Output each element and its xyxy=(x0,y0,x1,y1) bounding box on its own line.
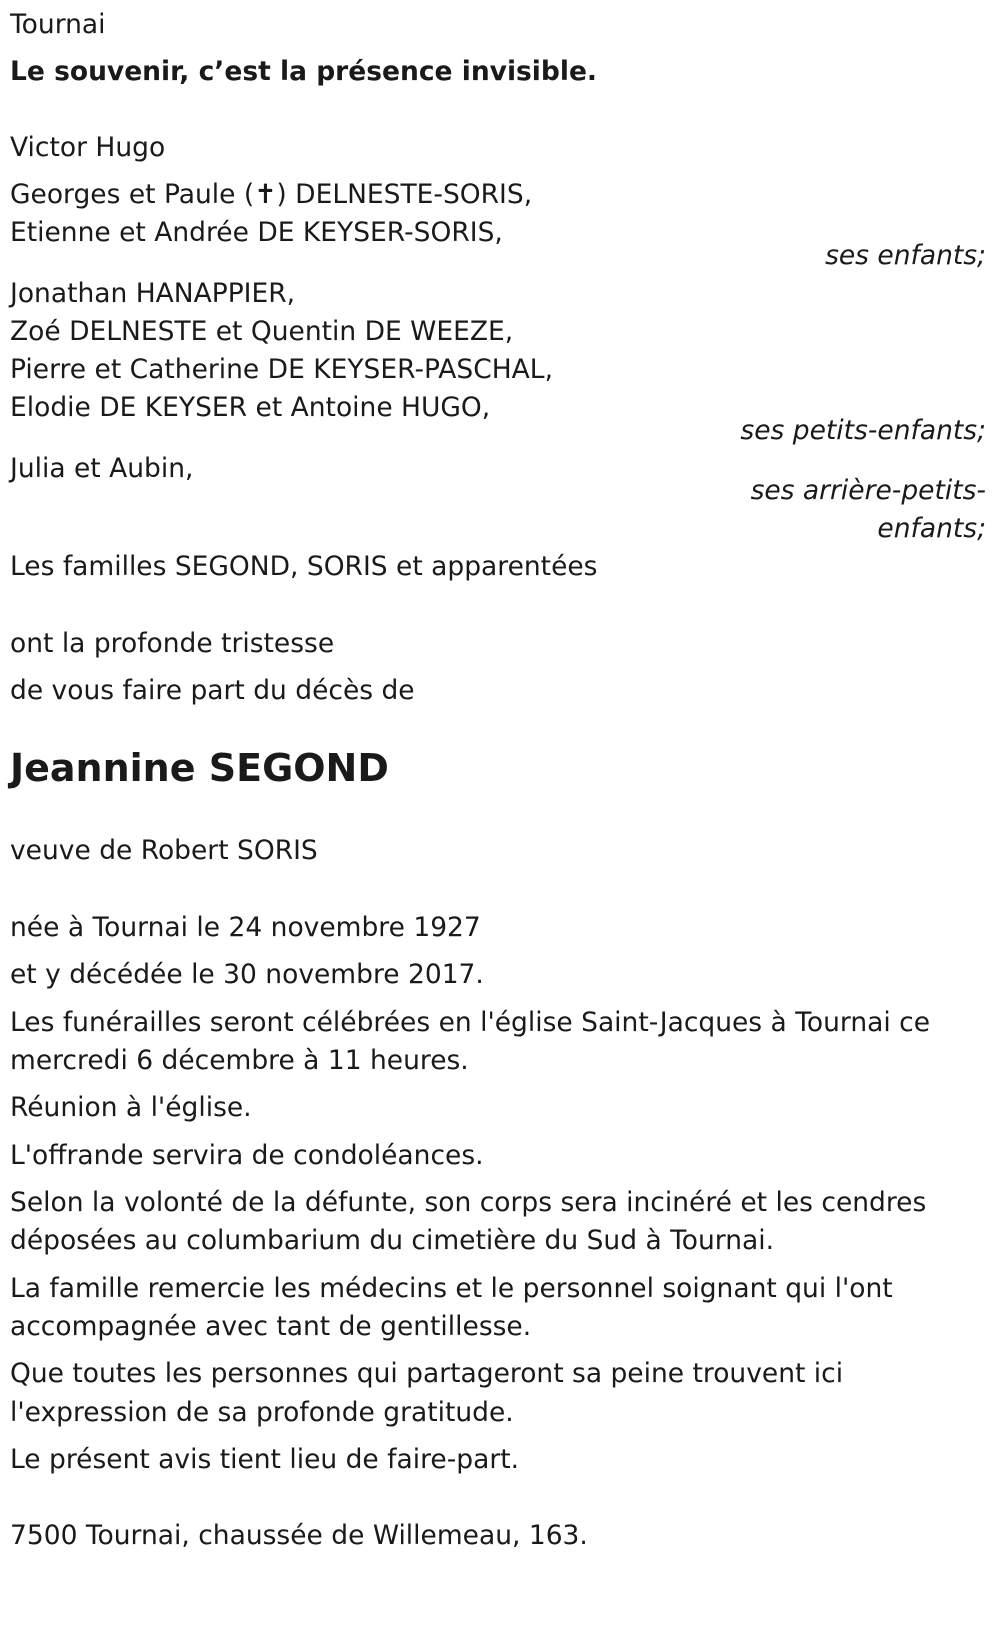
grandchildren-line: Jonathan HANAPPIER, xyxy=(10,278,296,309)
quote-author: Victor Hugo xyxy=(10,132,166,163)
thanks-medical-line: La famille remercie les médecins et le personnel soignant qui l'ont xyxy=(10,1273,893,1304)
cremation-line: déposées au columbarium du cimetière du Sud à Tournai. xyxy=(10,1225,775,1256)
children-line: Georges et Paule (✝) DELNESTE-SORIS, xyxy=(10,179,533,210)
address-line: 7500 Tournai, chaussée de Willemeau, 163. xyxy=(10,1520,588,1551)
deceased-name: Jeannine SEGOND xyxy=(10,746,389,790)
great-grandchildren-role-cont: enfants; xyxy=(877,513,986,544)
announce-line: ont la profonde tristesse xyxy=(10,628,335,659)
death-line: et y décédée le 30 novembre 2017. xyxy=(10,959,484,990)
announce-line: de vous faire part du décès de xyxy=(10,675,415,706)
children-line: Etienne et Andrée DE KEYSER-SORIS, xyxy=(10,217,503,248)
funeral-line: mercredi 6 décembre à 11 heures. xyxy=(10,1045,469,1076)
funeral-line: Les funérailles seront célébrées en l'église Saint-Jacques à Tournai ce xyxy=(10,1007,931,1038)
thanks-all-line: Que toutes les personnes qui partageront sa peine trouvent ici xyxy=(10,1358,844,1389)
grandchildren-line: Pierre et Catherine DE KEYSER-PASCHAL, xyxy=(10,354,553,385)
offering-line: L'offrande servira de condoléances. xyxy=(10,1140,484,1171)
great-grandchildren-role: ses arrière-petits- xyxy=(750,475,986,506)
meeting-line: Réunion à l'église. xyxy=(10,1092,252,1123)
notice-line: Le présent avis tient lieu de faire-part. xyxy=(10,1444,520,1475)
families-line: Les familles SEGOND, SORIS et apparentées xyxy=(10,551,598,582)
widow-of: veuve de Robert SORIS xyxy=(10,835,318,866)
grandchildren-line: Elodie DE KEYSER et Antoine HUGO, xyxy=(10,392,491,423)
grandchildren-role: ses petits-enfants; xyxy=(740,415,986,446)
birth-line: née à Tournai le 24 novembre 1927 xyxy=(10,912,481,943)
cremation-line: Selon la volonté de la défunte, son corps sera incinéré et les cendres xyxy=(10,1187,927,1218)
children-role: ses enfants; xyxy=(825,240,986,271)
thanks-medical-line: accompagnée avec tant de gentillesse. xyxy=(10,1311,532,1342)
great-grandchildren-line: Julia et Aubin, xyxy=(10,453,194,484)
quote: Le souvenir, c’est la présence invisible. xyxy=(10,56,597,87)
grandchildren-line: Zoé DELNESTE et Quentin DE WEEZE, xyxy=(10,316,514,347)
thanks-all-line: l'expression de sa profonde gratitude. xyxy=(10,1397,514,1428)
place-heading: Tournai xyxy=(10,9,106,40)
